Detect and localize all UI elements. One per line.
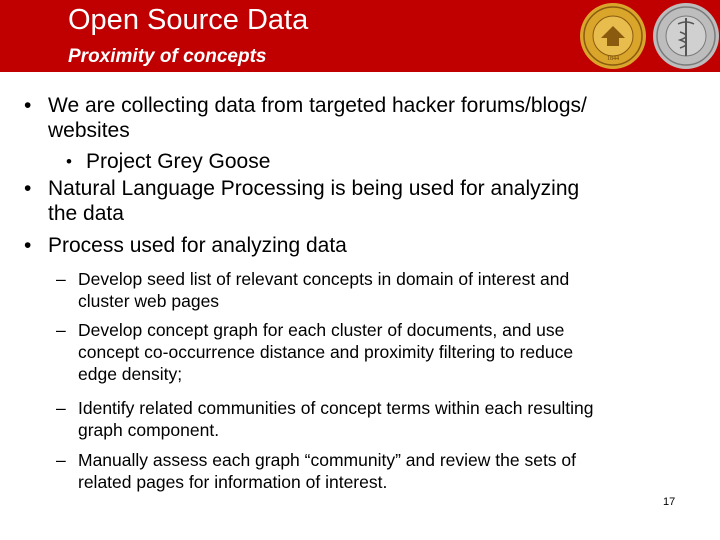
bullet-item — [24, 93, 587, 143]
bullet-text-line: the data — [48, 202, 124, 225]
bullet-marker: • — [24, 234, 32, 257]
dash-text-line: Develop concept graph for each cluster of documents, and use — [78, 320, 565, 340]
dash-marker: – — [56, 269, 66, 289]
bullet-item — [24, 176, 580, 226]
dash-text-line: Develop seed list of relevant concepts in domain of interest and — [78, 269, 570, 289]
dash-text-line: concept co-occurrence distance and proximity filtering to reduce — [78, 342, 574, 362]
seal-year-text: 1844 — [607, 56, 619, 62]
dash-text-line: Identify related communities of concept terms within each resulting — [78, 398, 594, 418]
bullet-text-line: Process used for analyzing data — [48, 234, 347, 257]
dash-text-line: edge density; — [78, 364, 183, 384]
dash-text-line: cluster web pages — [78, 291, 220, 311]
bullet-marker: • — [66, 152, 72, 171]
dash-text-line: graph component. — [78, 420, 220, 440]
dash-bullet-item — [56, 397, 594, 441]
dash-marker: – — [56, 320, 66, 340]
bullet-text-line: We are collecting data from targeted hacker forums/blogs/ — [48, 94, 587, 117]
bullet-text-line: Natural Language Processing is being used for analyzing — [48, 177, 580, 200]
sub-bullet-item — [66, 149, 271, 174]
dash-marker: – — [56, 450, 66, 470]
dash-text-line: Manually assess each graph “community” and review the sets of — [78, 450, 577, 470]
bullet-item — [24, 233, 347, 258]
dash-marker: – — [56, 398, 66, 418]
bullet-text-line: websites — [48, 119, 130, 142]
dash-bullet-item — [56, 449, 577, 493]
university-seal-logo — [579, 2, 647, 70]
bullet-text-line: Project Grey Goose — [86, 150, 271, 173]
bullet-marker: • — [24, 94, 32, 117]
medical-seal-logo — [652, 2, 720, 70]
slide-subtitle: Proximity of concepts — [68, 46, 267, 67]
slide-title: Open Source Data — [68, 4, 309, 36]
dash-bullet-item — [56, 319, 574, 385]
page-number: 17 — [663, 496, 676, 508]
bullet-marker: • — [24, 177, 32, 200]
dash-bullet-item — [56, 268, 570, 312]
dash-text-line: related pages for information of interest. — [78, 472, 388, 492]
slide-header — [0, 0, 720, 72]
